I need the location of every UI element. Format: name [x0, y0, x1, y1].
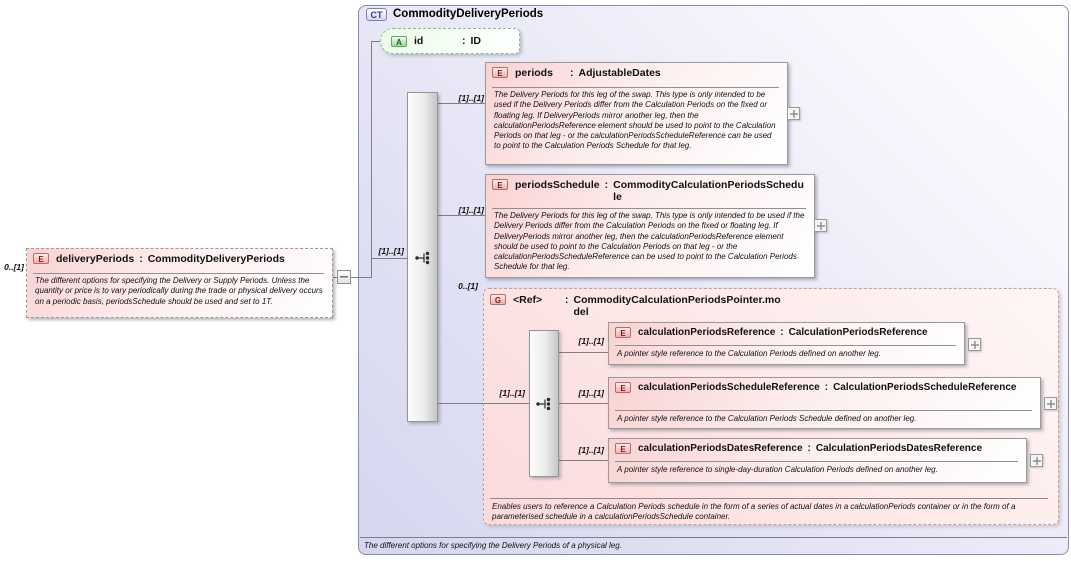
element-name: calculationPeriodsDatesReference: [638, 443, 803, 454]
colon: :: [565, 294, 569, 306]
complex-type-annotation: The different options for specifying the Delivery Periods of a physical leg.: [364, 541, 622, 550]
element-badge: E: [33, 253, 49, 264]
group-header: [490, 294, 1050, 318]
cardinality-label: [1]..[1]: [458, 205, 484, 215]
cardinality-label: [1]..[1]: [578, 388, 604, 398]
colon: :: [570, 67, 574, 79]
element-header: [615, 327, 959, 339]
colon: :: [780, 327, 784, 338]
connector-line: [371, 41, 380, 42]
element-header: [492, 179, 809, 203]
element-annotation: A pointer style reference to single-day-duration Calculation Periods defined on another leg.: [617, 465, 938, 474]
group-name: <Ref>: [513, 294, 543, 306]
element-annotation: The Delivery Periods for this leg of the swap. This type is only intended to be used if the Delivery Periods differ from the Calculation Periods on the fixed or floating leg. If DeliveryPeriods mirror another leg, then the calculationPeriodsReference element should be used to point to the Calculation Periods on that leg - or the calculationPeriodsScheduleReference can be used to point to the Calculation Periods Schedule for that leg.: [494, 211, 805, 272]
cardinality-label: 0..[1]: [458, 281, 478, 291]
separator: [492, 208, 806, 209]
connector-line: [559, 403, 608, 404]
element-name: calculationPeriodsReference: [638, 327, 776, 338]
cardinality-label: 0..[1]: [4, 262, 24, 272]
connector-line: [371, 41, 372, 278]
element-name: deliveryPeriods: [56, 253, 135, 265]
colon: :: [824, 382, 829, 393]
element-calculationPeriodsReference-box[interactable]: [608, 322, 965, 365]
expand-button[interactable]: [1044, 397, 1057, 410]
separator: [615, 410, 1032, 411]
sequence-icon: [535, 396, 554, 412]
plus-icon: [790, 110, 798, 118]
connector-line: [438, 215, 485, 216]
element-name: periods: [515, 67, 553, 79]
separator: [490, 498, 1048, 499]
cardinality-label: [1]..[1]: [499, 388, 525, 398]
separator: [33, 273, 324, 274]
colon: :: [604, 179, 609, 191]
plus-icon: [1033, 457, 1041, 465]
connector-line: [438, 103, 485, 104]
expand-button[interactable]: [814, 219, 827, 232]
complex-type-badge: CT: [366, 8, 387, 21]
expand-button[interactable]: [1030, 454, 1043, 467]
element-annotation: A pointer style reference to the Calculation Periods Schedule defined on another leg.: [617, 414, 917, 423]
element-calculationPeriodsDatesReference-box[interactable]: [608, 438, 1027, 483]
minus-icon: [340, 276, 348, 278]
connector-line: [559, 352, 608, 353]
sequence-compositor-bar[interactable]: [529, 330, 559, 477]
connector-line: [351, 277, 371, 278]
element-badge: E: [615, 443, 631, 454]
collapse-button[interactable]: [337, 270, 351, 284]
element-calculationPeriodsScheduleReference-box[interactable]: [608, 377, 1041, 429]
element-deliveryPeriods-box[interactable]: [26, 248, 333, 318]
colon: :: [462, 35, 466, 47]
connector-line: [559, 460, 608, 461]
separator: [615, 345, 956, 346]
colon: :: [807, 443, 811, 454]
element-periods-box[interactable]: [485, 62, 788, 165]
element-badge: E: [615, 327, 631, 338]
expand-button[interactable]: [787, 107, 800, 120]
plus-icon: [971, 341, 979, 349]
element-periodsSchedule-box[interactable]: [485, 174, 815, 278]
plus-icon: [1047, 400, 1055, 408]
attribute-name: id: [414, 35, 424, 47]
footer-separator: [360, 537, 1067, 538]
element-header: [615, 443, 1021, 455]
element-type: CalculationPeriodsScheduleReference: [833, 382, 1017, 393]
attribute-badge: A: [391, 36, 407, 47]
separator: [615, 461, 1018, 462]
element-badge: E: [492, 67, 508, 78]
connector-line: [371, 258, 407, 259]
element-header: [33, 253, 327, 265]
cardinality-label: [1]..[1]: [378, 246, 404, 256]
complex-type-title: CommodityDeliveryPeriods: [393, 8, 544, 20]
element-badge: E: [615, 382, 631, 393]
element-badge: E: [492, 179, 508, 190]
connector-line: [438, 403, 529, 404]
group-badge: G: [490, 294, 506, 305]
group-annotation: Enables users to reference a Calculation Periods schedule in the form of a series of actual dates in a calculationPeriods container or in the form of a parameterised schedule in a calculationPeriodsSchedule container.: [492, 502, 1016, 522]
element-name: periodsSchedule: [515, 179, 600, 191]
expand-button[interactable]: [968, 338, 981, 351]
cardinality-label: [1]..[1]: [458, 93, 484, 103]
element-annotation: The different options for specifying the Delivery or Supply Periods. Unless the quantity or price is to vary periodically during the trade or physical delivery occurs on a periodic basis, periodsSchedule should be used and set to 1T.: [35, 276, 323, 306]
attribute-type: ID: [470, 35, 481, 47]
plus-icon: [817, 222, 825, 230]
separator: [492, 87, 779, 88]
sequence-compositor-bar[interactable]: [407, 92, 438, 422]
element-header: [615, 382, 1035, 394]
element-type: CommodityCalculationPeriodsSchedule: [613, 179, 804, 203]
element-name: calculationPeriodsScheduleReference: [638, 382, 820, 393]
element-annotation: The Delivery Periods for this leg of the swap. This type is only intended to be used if the Delivery Periods differ from the Calculation Periods on the fixed or floating leg. If DeliveryPeriods mirror another leg, then the calculationPeriodsReference element should be used to point to the Calculation Periods on that leg - or the calculationPeriodsScheduleReference can be used to point to the Calculation Periods Schedule for that leg.: [494, 90, 776, 151]
cardinality-label: [1]..[1]: [578, 336, 604, 346]
element-type: CalculationPeriodsReference: [788, 327, 928, 338]
element-type: AdjustableDates: [578, 67, 661, 79]
attribute-id-box[interactable]: [380, 28, 520, 54]
element-annotation: A pointer style reference to the Calculation Periods defined on another leg.: [617, 349, 881, 358]
group-type: CommodityCalculationPeriodsPointer.model: [573, 294, 781, 318]
element-type: CalculationPeriodsDatesReference: [815, 443, 983, 454]
cardinality-label: [1]..[1]: [578, 445, 604, 455]
element-type: CommodityDeliveryPeriods: [147, 253, 285, 265]
sequence-icon: [414, 250, 433, 266]
element-header: [492, 67, 782, 79]
colon: :: [139, 253, 143, 265]
